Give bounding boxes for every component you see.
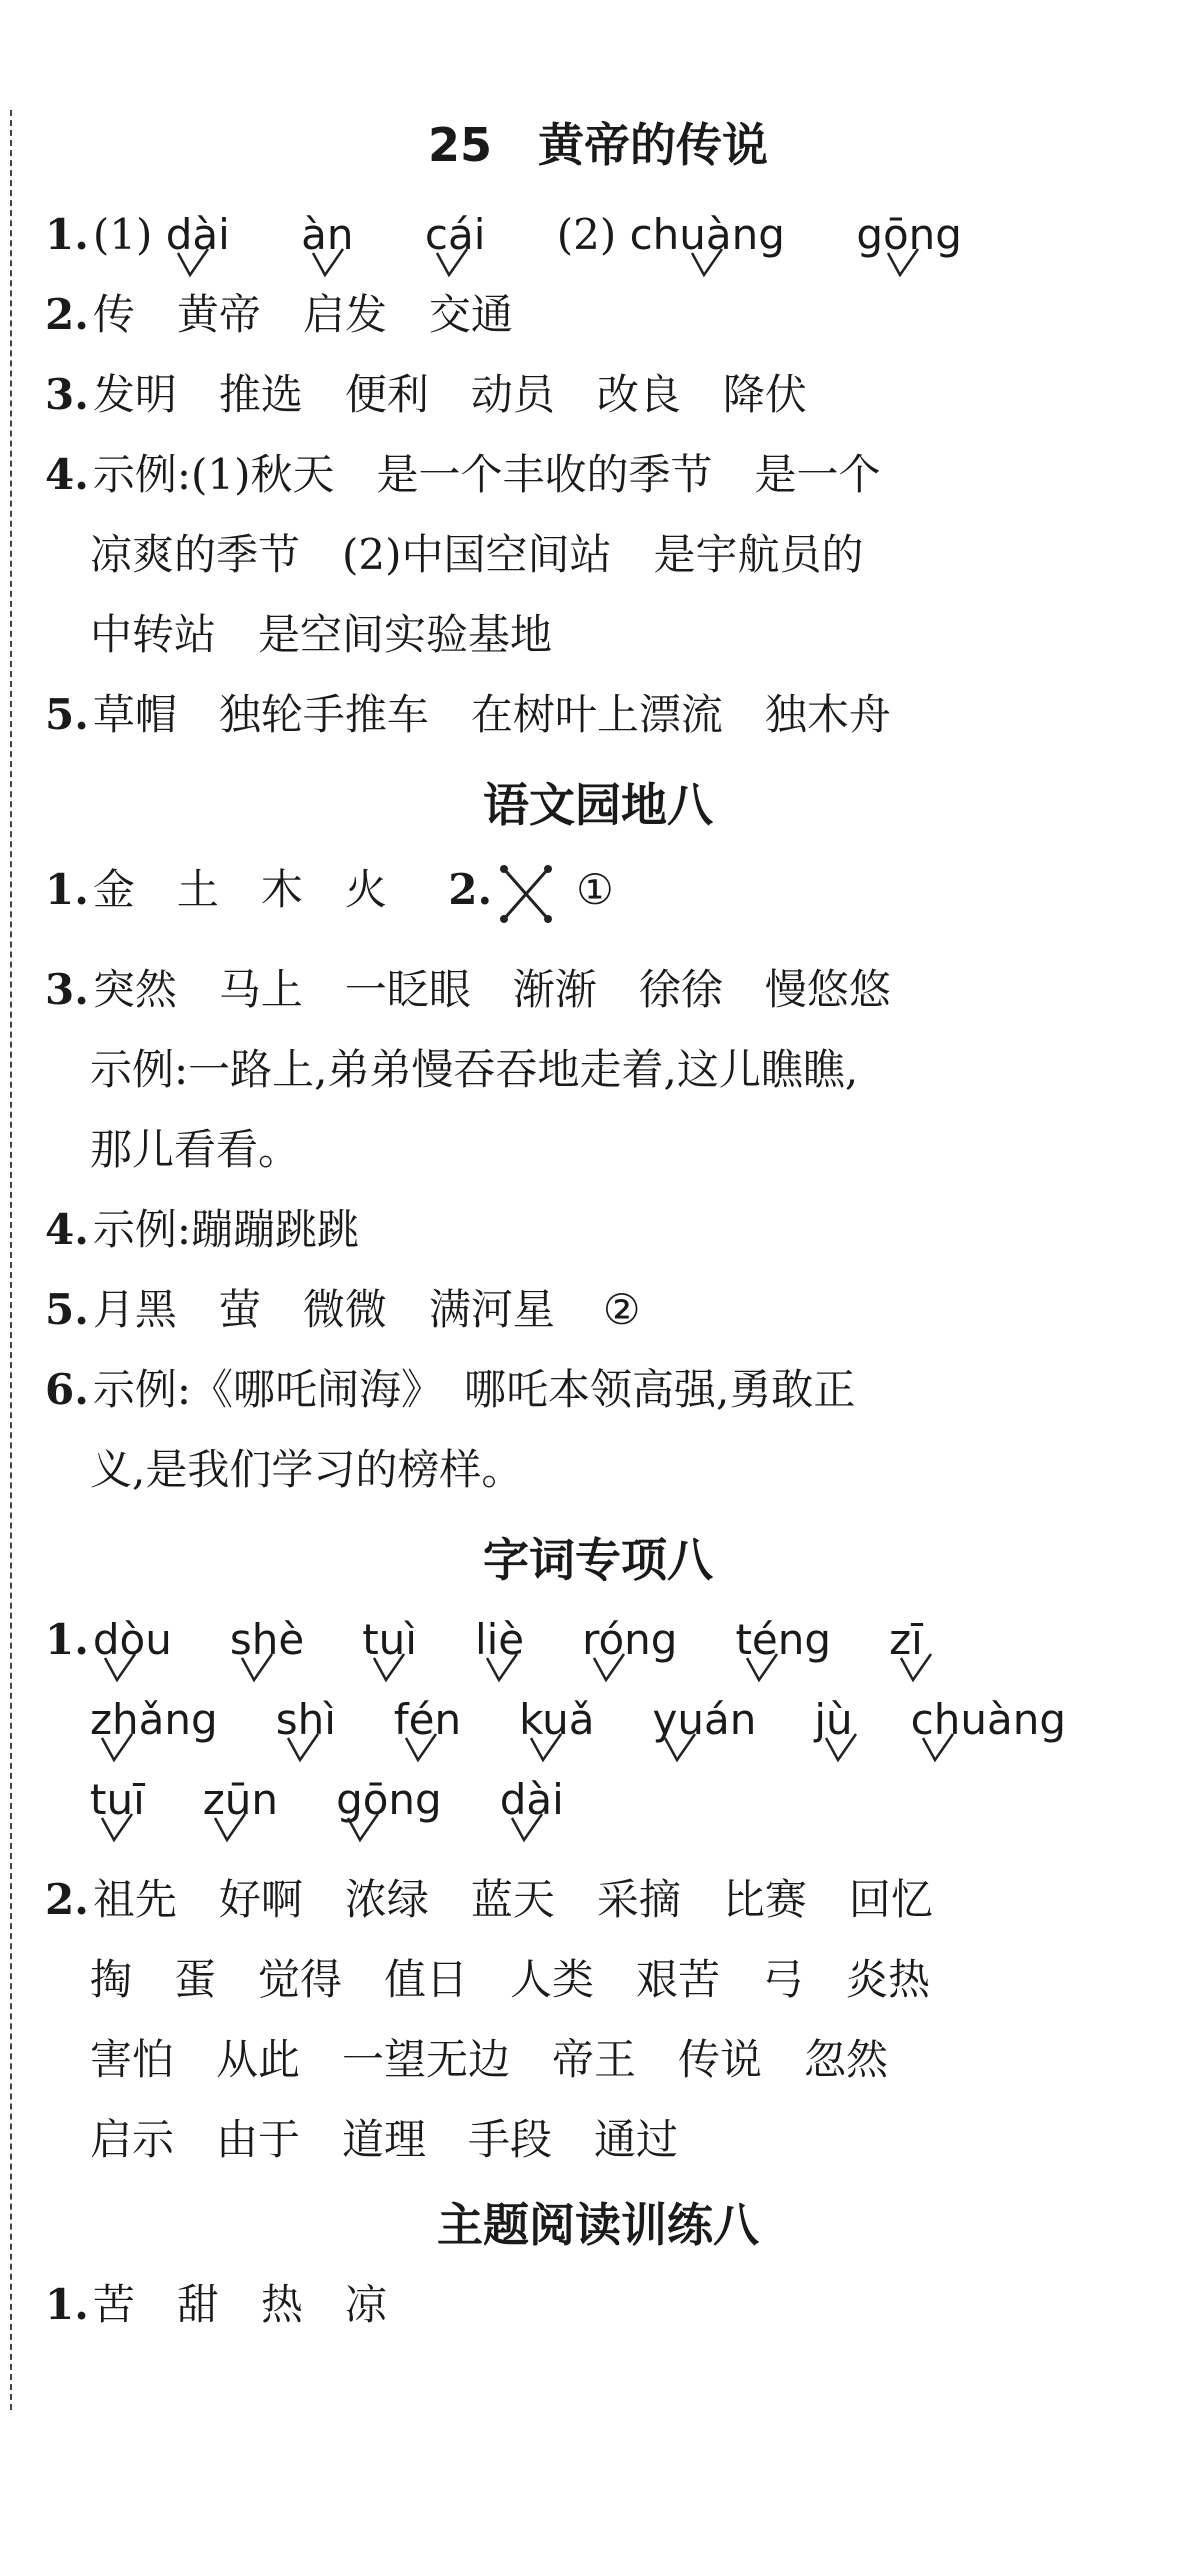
section-title-zici: 字词专项八 bbox=[483, 1533, 713, 1587]
zici-q2-line4: 启示 由于 道理 手段 通过 bbox=[90, 2115, 679, 2164]
zici-q2-line1: 2.祖先 好啊 浓绿 蓝天 采摘 比赛 回忆 bbox=[45, 1875, 933, 1924]
check-mark-icon bbox=[176, 235, 210, 269]
check-mark-icon bbox=[690, 235, 724, 269]
pinyin-answer: shì bbox=[276, 1690, 336, 1750]
yuwen-q3-line1: 3.突然 马上 一眨眼 渐渐 徐徐 慢悠悠 bbox=[45, 965, 891, 1014]
s25-q4-line3: 中转站 是空间实验基地 bbox=[90, 610, 553, 659]
section-title-yuwen: 语文园地八 bbox=[483, 778, 713, 832]
pinyin-answer: téng bbox=[735, 1610, 831, 1670]
check-mark-icon bbox=[824, 1720, 858, 1754]
pinyin-answer: dài bbox=[500, 1770, 564, 1830]
pinyin-answer: gōng bbox=[856, 205, 962, 265]
yuwen-q3-line2: 示例:一路上,弟弟慢吞吞地走着,这儿瞧瞧, bbox=[90, 1045, 859, 1094]
check-mark-icon bbox=[286, 1720, 320, 1754]
check-mark-icon bbox=[240, 1640, 274, 1674]
pinyin-answer: liè bbox=[475, 1610, 524, 1670]
check-mark-icon bbox=[346, 1800, 380, 1834]
zici-q2-line2: 掏 蛋 觉得 值日 人类 艰苦 弓 炎热 bbox=[90, 1955, 931, 2004]
check-mark-icon bbox=[103, 1640, 137, 1674]
yuwen-q5: 5.月黑 萤 微微 满河星 ② bbox=[45, 1285, 641, 1334]
pinyin-answer: chuàng bbox=[911, 1690, 1066, 1750]
check-mark-icon bbox=[886, 235, 920, 269]
yuwen-q4: 4.示例:蹦蹦跳跳 bbox=[45, 1205, 360, 1254]
pinyin-answer: róng bbox=[582, 1610, 677, 1670]
yuwen-q6-line2: 义,是我们学习的榜样。 bbox=[90, 1445, 524, 1494]
zhuti-q1: 1.苦 甜 热 凉 bbox=[45, 2280, 387, 2329]
pinyin-answer: cái bbox=[425, 205, 486, 265]
section-title-25: 25 黄帝的传说 bbox=[427, 118, 768, 172]
pinyin-answer: zūn bbox=[203, 1770, 278, 1830]
yuwen-q1-q2: 1.金 土 木 火 2. ① bbox=[45, 860, 1176, 923]
pinyin-answer: chuàng bbox=[630, 205, 785, 265]
check-mark-icon bbox=[510, 1800, 544, 1834]
s25-q2: 2.传 黄帝 启发 交通 bbox=[45, 290, 513, 339]
check-mark-icon bbox=[663, 1720, 697, 1754]
pinyin-answer: fén bbox=[394, 1690, 461, 1750]
check-mark-icon bbox=[485, 1640, 519, 1674]
check-mark-icon bbox=[435, 235, 469, 269]
pinyin-answer: tuī bbox=[90, 1770, 145, 1830]
zici-q1-row1: 1.dòu shè tuì liè róng téng zī bbox=[45, 1610, 1176, 1670]
check-mark-icon bbox=[745, 1640, 779, 1674]
check-mark-icon bbox=[921, 1720, 955, 1754]
yuwen-q6-line1: 6.示例:《哪吒闹海》 哪吒本领高强,勇敢正 bbox=[45, 1365, 856, 1414]
zici-q2-line3: 害怕 从此 一望无边 帝王 传说 忽然 bbox=[90, 2035, 889, 2084]
check-mark-icon bbox=[100, 1720, 134, 1754]
check-mark-icon bbox=[529, 1720, 563, 1754]
pinyin-answer: dòu bbox=[93, 1610, 172, 1670]
pinyin-answer: yuán bbox=[653, 1690, 757, 1750]
s25-q4-line1: 4.示例:(1)秋天 是一个丰收的季节 是一个 bbox=[45, 450, 881, 499]
cross-mark-icon bbox=[496, 863, 556, 923]
pinyin-answer: kuǎ bbox=[519, 1690, 594, 1750]
pinyin-answer: jù bbox=[814, 1690, 852, 1750]
yuwen-q3-line3: 那儿看看。 bbox=[90, 1125, 301, 1174]
pinyin-answer: tuì bbox=[362, 1610, 417, 1670]
s25-q1: 1.(1) dài àn cái (2) chuàng gōng bbox=[45, 205, 1176, 265]
check-mark-icon bbox=[311, 235, 345, 269]
zici-q1-row2 bbox=[90, 1690, 1176, 1750]
dashed-margin-line bbox=[10, 110, 12, 2410]
check-mark-icon bbox=[100, 1800, 134, 1834]
check-mark-icon bbox=[213, 1800, 247, 1834]
pinyin-answer: zī bbox=[889, 1610, 923, 1670]
pinyin-answer: shè bbox=[230, 1610, 304, 1670]
s25-q3: 3.发明 推选 便利 动员 改良 降伏 bbox=[45, 370, 807, 419]
pinyin-answer: zhǎng bbox=[90, 1690, 218, 1750]
check-mark-icon bbox=[404, 1720, 438, 1754]
check-mark-icon bbox=[592, 1640, 626, 1674]
check-mark-icon bbox=[372, 1640, 406, 1674]
s25-q4-line2: 凉爽的季节 (2)中国空间站 是宇航员的 bbox=[90, 530, 864, 579]
pinyin-answer: àn bbox=[301, 205, 353, 265]
section-title-zhuti: 主题阅读训练八 bbox=[437, 2198, 759, 2252]
zici-q1-row3 bbox=[90, 1770, 1176, 1830]
check-mark-icon bbox=[899, 1640, 933, 1674]
pinyin-answer: dài bbox=[166, 205, 230, 265]
pinyin-answer: gōng bbox=[336, 1770, 442, 1830]
s25-q5: 5.草帽 独轮手推车 在树叶上漂流 独木舟 bbox=[45, 690, 891, 739]
